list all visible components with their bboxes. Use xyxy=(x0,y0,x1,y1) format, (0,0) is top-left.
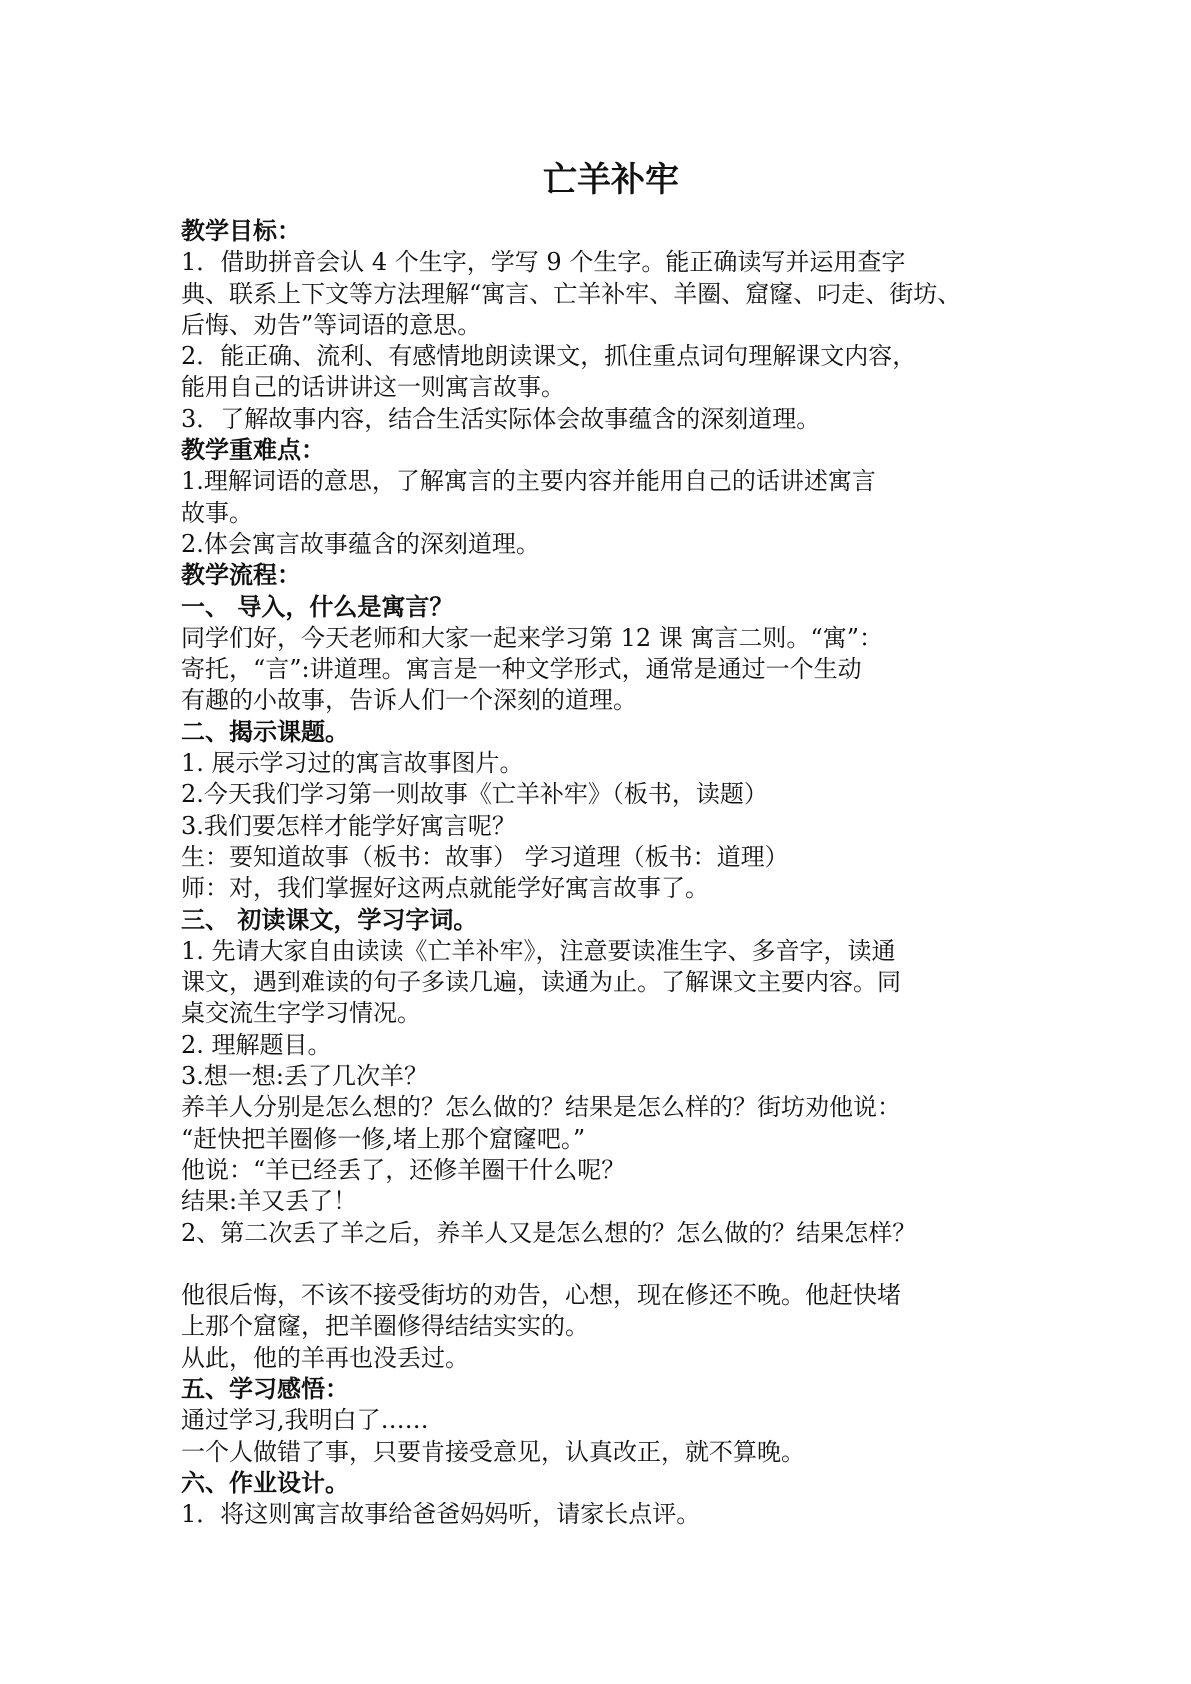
section-heading: 教学流程： xyxy=(181,561,301,590)
text-line: 寄托，“言”:讲道理。寓言是一种文学形式，通常是通过一个生动 xyxy=(181,655,862,684)
text-line: 典、联系上下文等方法理解“寓言、亡羊补牢、羊圈、窟窿、叼走、街坊、 xyxy=(181,279,962,308)
text-line: 1.理解词语的意思，了解寓言的主要内容并能用自己的话讲述寓言 xyxy=(181,467,876,496)
section-heading: 三、 初读课文，学习字词。 xyxy=(181,905,478,934)
section-heading: 一、 导入，什么是寓言？ xyxy=(181,592,454,621)
text-line: 后悔、劝告”等词语的意思。 xyxy=(181,310,482,339)
text-line: 能用自己的话讲讲这一则寓言故事。 xyxy=(181,373,565,402)
text-line: 2.今天我们学习第一则故事《亡羊补牢》（板书，读题） xyxy=(181,780,768,809)
section-heading: 二、揭示课题。 xyxy=(181,717,349,746)
text-line: 2.体会寓言故事蕴含的深刻道理。 xyxy=(181,529,540,558)
text-line: 2、第二次丢了羊之后，养羊人又是怎么想的？怎么做的？结果怎样？ xyxy=(181,1218,917,1247)
text-line: 1. 先请大家自由读读《亡羊补牢》，注意要读准生字、多音字，读通 xyxy=(181,936,896,965)
text-line: 3.我们要怎样才能学好寓言呢？ xyxy=(181,811,516,840)
text-line: 上那个窟窿，把羊圈修得结结实实的。 xyxy=(181,1312,589,1341)
text-line: 3.想一想:丢了几次羊？ xyxy=(181,1062,428,1091)
text-line: 师：对，我们掌握好这两点就能学好寓言故事了。 xyxy=(181,874,709,903)
text-line: 2. 理解题目。 xyxy=(181,1030,332,1059)
text-line: 有趣的小故事，告诉人们一个深刻的道理。 xyxy=(181,686,637,715)
document-body xyxy=(181,216,1041,1530)
section-heading: 教学目标： xyxy=(181,217,301,245)
text-line: 1．将这则寓言故事给爸爸妈妈听，请家长点评。 xyxy=(181,1500,701,1529)
document-page xyxy=(181,160,1041,1530)
text-line: 1．借助拼音会认 4 个生字，学写 9 个生字。能正确读写并运用查字 xyxy=(181,248,906,277)
text-line: 结果:羊又丢了！ xyxy=(181,1187,358,1216)
text-line: 1. 展示学习过的寓言故事图片。 xyxy=(181,749,524,778)
text-line: 生：要知道故事（板书：故事） 学习道理（板书：道理） xyxy=(181,842,789,871)
text-line: 他说：“羊已经丢了，还修羊圈干什么呢？ xyxy=(181,1155,626,1184)
text-line: 2．能正确、流利、有感情地朗读课文，抓住重点词句理解课文内容， xyxy=(181,342,917,371)
text-line: 从此，他的羊再也没丢过。 xyxy=(181,1343,469,1372)
text-line: 桌交流生字学习情况。 xyxy=(181,999,421,1028)
text-line: 一个人做错了事，只要肯接受意见，认真改正，就不算晚。 xyxy=(181,1437,805,1466)
text-line: 同学们好，今天老师和大家一起来学习第 12 课 寓言二则。“寓”： xyxy=(181,623,883,652)
blank-line xyxy=(181,1249,1041,1280)
section-heading: 六、作业设计。 xyxy=(181,1468,349,1497)
document-title: 亡羊补牢 xyxy=(543,160,679,200)
text-line: 课文，遇到难读的句子多读几遍，读通为止。了解课文主要内容。同 xyxy=(181,968,901,997)
text-line: 他很后悔，不该不接受街坊的劝告，心想，现在修还不晚。他赶快堵 xyxy=(181,1281,901,1310)
text-line: 通过学习,我明白了…… xyxy=(181,1406,429,1435)
section-heading: 五、学习感悟： xyxy=(181,1374,349,1403)
text-line: “赶快把羊圈修一修,堵上那个窟窿吧。” xyxy=(181,1124,586,1153)
text-line: 3．了解故事内容，结合生活实际体会故事蕴含的深刻道理。 xyxy=(181,404,821,433)
text-line: 故事。 xyxy=(181,498,253,527)
section-heading: 教学重难点： xyxy=(181,436,325,465)
text-line: 养羊人分别是怎么想的？怎么做的？结果是怎么样的？街坊劝他说： xyxy=(181,1093,901,1122)
